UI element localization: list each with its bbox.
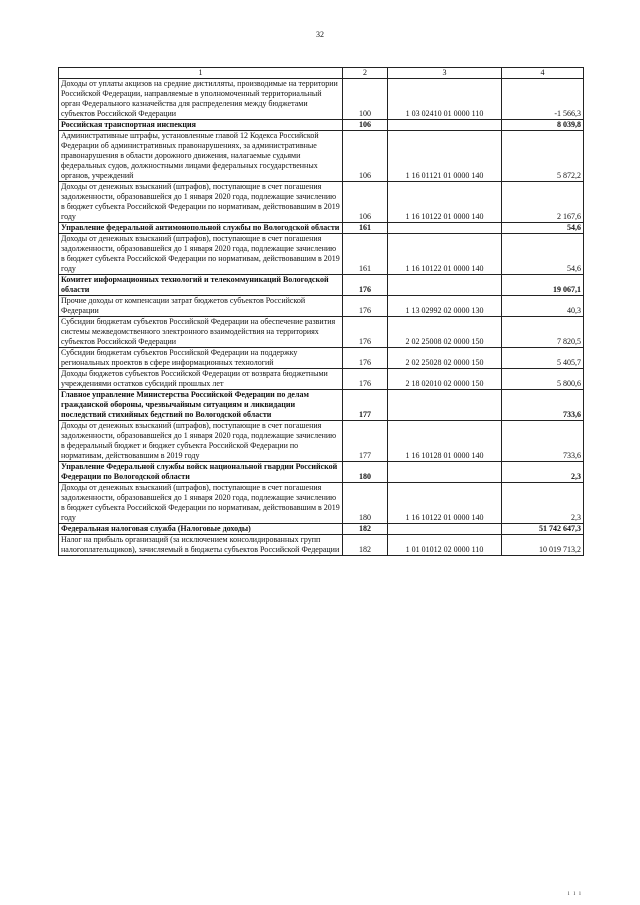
header-col-2: 2: [343, 68, 388, 79]
row-amount: -1 566,3: [502, 79, 584, 120]
table-row-organization: [59, 390, 584, 421]
table-row-organization: [59, 275, 584, 296]
table-row: [59, 296, 584, 317]
row-budget-code: 2 02 25028 02 0000 150: [388, 348, 502, 369]
table-row-organization: [59, 120, 584, 131]
row-admin-code: 177: [343, 421, 388, 462]
row-name: Субсидии бюджетам субъектов Российской Федерации на поддержку региональных проектов в сфере информационных технологий: [59, 348, 343, 369]
table-row: [59, 369, 584, 390]
revenue-table: [58, 67, 584, 556]
row-name: Доходы от уплаты акцизов на средние дистилляты, производимые на территории Российской Федерации, направляемые в уполномоченный территориальный орган Федерального казначейства для распределения между бюджетами субъектов Российской Федерации: [59, 79, 343, 120]
row-name: Налог на прибыль организаций (за исключением консолидированных групп налогоплательщиков), зачисляемый в бюджеты субъектов Российской Федерации: [59, 535, 343, 556]
row-amount: 733,6: [502, 390, 584, 421]
row-amount: 19 067,1: [502, 275, 584, 296]
row-amount: 2,3: [502, 462, 584, 483]
row-admin-code: 161: [343, 223, 388, 234]
row-budget-code: 1 16 10122 01 0000 140: [388, 182, 502, 223]
row-amount: 8 039,8: [502, 120, 584, 131]
row-amount: 2,3: [502, 483, 584, 524]
row-admin-code: 182: [343, 535, 388, 556]
row-amount: 51 742 647,3: [502, 524, 584, 535]
table-row-organization: [59, 524, 584, 535]
row-budget-code: 1 01 01012 02 0000 110: [388, 535, 502, 556]
row-name: Доходы от денежных взысканий (штрафов), поступающие в счет погашения задолженности, образовавшейся до 1 января 2020 года, подлежащие зачислению в федеральный бюджет и бюджет субъекта Российской Федерации по нормативам, действовавшим в 2019 году: [59, 421, 343, 462]
row-amount: 40,3: [502, 296, 584, 317]
row-budget-code: 1 16 10122 01 0000 140: [388, 483, 502, 524]
table-row: [59, 79, 584, 120]
row-admin-code: 176: [343, 369, 388, 390]
header-col-4: 4: [502, 68, 584, 79]
row-amount: 2 167,6: [502, 182, 584, 223]
table-row: [59, 421, 584, 462]
row-admin-code: 100: [343, 79, 388, 120]
row-budget-code: [388, 275, 502, 296]
row-amount: 733,6: [502, 421, 584, 462]
table-row: [59, 131, 584, 182]
row-amount: 5 800,6: [502, 369, 584, 390]
row-admin-code: 106: [343, 182, 388, 223]
page-number: 32: [316, 30, 324, 39]
row-budget-code: [388, 120, 502, 131]
row-admin-code: 176: [343, 296, 388, 317]
row-amount: 5 872,2: [502, 131, 584, 182]
row-name: Комитет информационных технологий и телекоммуникаций Вологодской области: [59, 275, 343, 296]
row-amount: 5 405,7: [502, 348, 584, 369]
table-row: [59, 317, 584, 348]
header-row: [59, 68, 584, 79]
header-col-3: 3: [388, 68, 502, 79]
table-row: [59, 182, 584, 223]
table-row: [59, 483, 584, 524]
row-budget-code: [388, 524, 502, 535]
row-name: Административные штрафы, установленные главой 12 Кодекса Российской Федерации об административных правонарушениях, за административные правонарушения в области дорожного движения, налагаемые судьями федеральных судов, должностными лицами федеральных государственных органов, учреждений: [59, 131, 343, 182]
row-amount: 54,6: [502, 234, 584, 275]
row-budget-code: 1 03 02410 01 0000 110: [388, 79, 502, 120]
row-name: Прочие доходы от компенсации затрат бюджетов субъектов Российской Федерации: [59, 296, 343, 317]
row-name: Российская транспортная инспекция: [59, 120, 343, 131]
row-budget-code: 1 13 02992 02 0000 130: [388, 296, 502, 317]
row-budget-code: [388, 223, 502, 234]
header-col-1: 1: [59, 68, 343, 79]
row-budget-code: 2 02 25008 02 0000 150: [388, 317, 502, 348]
row-amount: 7 820,5: [502, 317, 584, 348]
row-admin-code: 182: [343, 524, 388, 535]
row-admin-code: 176: [343, 317, 388, 348]
row-admin-code: 180: [343, 462, 388, 483]
row-name: Доходы от денежных взысканий (штрафов), поступающие в счет погашения задолженности, образовавшейся до 1 января 2020 года, подлежащие зачислению в бюджет субъекта Российской Федерации по нормативам, действовавшим в 2019 году: [59, 234, 343, 275]
row-admin-code: 106: [343, 131, 388, 182]
table-row: [59, 348, 584, 369]
row-name: Управление Федеральной службы войск национальной гвардии Российской Федерации по Вологодской области: [59, 462, 343, 483]
row-admin-code: 180: [343, 483, 388, 524]
row-budget-code: 1 16 01121 01 0000 140: [388, 131, 502, 182]
row-name: Доходы бюджетов субъектов Российской Федерации от возврата бюджетными учреждениями остатков субсидий прошлых лет: [59, 369, 343, 390]
table-body: [59, 79, 584, 556]
table-row-organization: [59, 223, 584, 234]
row-budget-code: 1 16 10128 01 0000 140: [388, 421, 502, 462]
row-name: Главное управление Министерства Российской Федерации по делам гражданской обороны, чрезвычайным ситуациям и ликвидации последствий стихийных бедствий по Вологодской области: [59, 390, 343, 421]
row-admin-code: 106: [343, 120, 388, 131]
row-name: Доходы от денежных взысканий (штрафов), поступающие в счет погашения задолженности, образовавшейся до 1 января 2020 года, подлежащие зачислению в бюджет субъекта Российской Федерации по нормативам, действовавшим в 2019 году: [59, 182, 343, 223]
corner-marks: ı ı ı: [567, 889, 582, 897]
row-admin-code: 176: [343, 275, 388, 296]
row-budget-code: [388, 462, 502, 483]
table-row: [59, 535, 584, 556]
row-name: Федеральная налоговая служба (Налоговые доходы): [59, 524, 343, 535]
row-budget-code: [388, 390, 502, 421]
row-amount: 10 019 713,2: [502, 535, 584, 556]
row-admin-code: 176: [343, 348, 388, 369]
row-budget-code: 1 16 10122 01 0000 140: [388, 234, 502, 275]
row-name: Субсидии бюджетам субъектов Российской Федерации на обеспечение развития системы межведомственного электронного взаимодействия на территориях субъектов Российской Федерации: [59, 317, 343, 348]
row-admin-code: 177: [343, 390, 388, 421]
row-budget-code: 2 18 02010 02 0000 150: [388, 369, 502, 390]
table-row: [59, 234, 584, 275]
row-amount: 54,6: [502, 223, 584, 234]
row-name: Управление федеральной антимонопольной службы по Вологодской области: [59, 223, 343, 234]
row-name: Доходы от денежных взысканий (штрафов), поступающие в счет погашения задолженности, образовавшейся до 1 января 2020 года, подлежащие зачислению в бюджет субъекта Российской Федерации по нормативам, действовавшим в 2019 году: [59, 483, 343, 524]
table-row-organization: [59, 462, 584, 483]
row-admin-code: 161: [343, 234, 388, 275]
